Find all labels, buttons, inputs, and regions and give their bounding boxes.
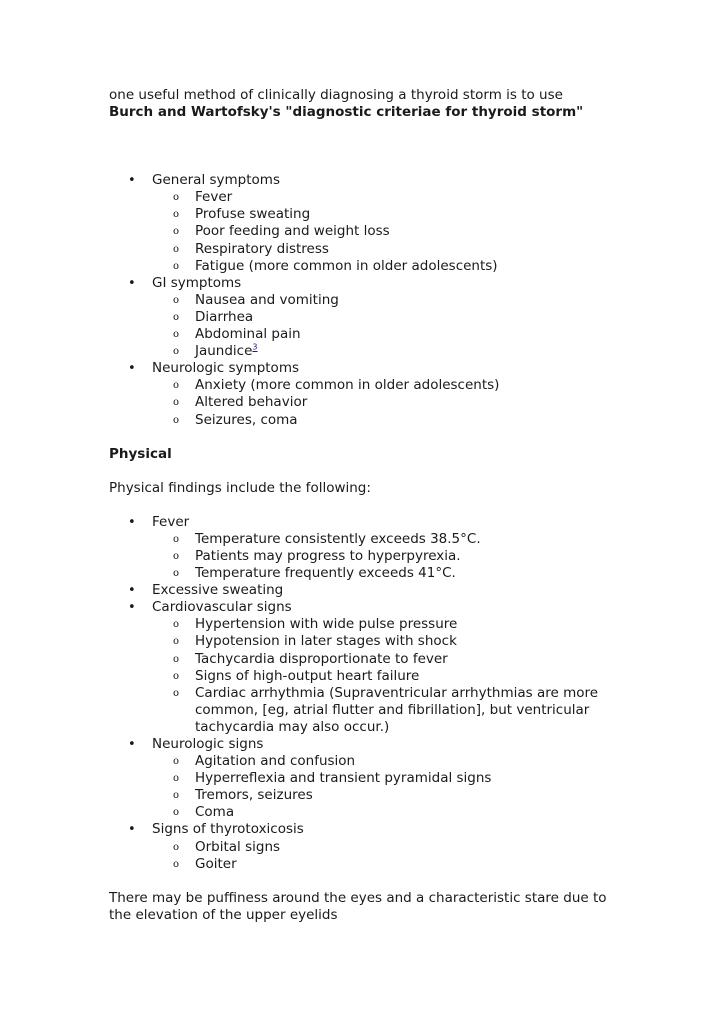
finding-label: Excessive sweating (152, 582, 284, 599)
list-item (152, 787, 609, 804)
spacer (109, 121, 609, 172)
list-item (152, 548, 609, 565)
list-item-text: Jaundice (195, 343, 253, 360)
bullet-icon: • (128, 361, 136, 377)
sub-bullet-icon: o (173, 533, 180, 545)
bullet-icon: • (128, 275, 136, 291)
list-item-text: Tachycardia disproportionate to fever (195, 650, 448, 667)
physical-lead: Physical findings include the following: (109, 479, 371, 496)
list-item (152, 292, 609, 309)
list-item-text: Cardiac arrhythmia (Supraventricular arrhythmias are more common, [eg, atrial flutter and fibrillation], but ventricular tachycardia may also occur.) (195, 684, 599, 735)
list-item-text: Poor feeding and weight loss (195, 223, 390, 240)
list-item (152, 223, 609, 240)
sub-bullet-icon: o (173, 687, 180, 699)
closing-paragraph: There may be puffiness around the eyes and a characteristic stare due to the elevation of the upper eyelids (109, 889, 607, 923)
intro-line: one useful method of clinically diagnosing a thyroid storm is to use (109, 87, 563, 103)
list-item-text: Temperature consistently exceeds 38.5°C. (195, 530, 481, 547)
symptom-sublist (152, 189, 609, 274)
list-item (152, 189, 609, 206)
symptom-sublist (152, 377, 609, 428)
list-item (152, 531, 609, 548)
sub-bullet-icon: o (173, 858, 180, 870)
bullet-icon: • (128, 514, 136, 530)
sub-bullet-icon: o (173, 329, 180, 341)
criteria-title: Burch and Wartofsky's "diagnostic criteriae for thyroid storm" (109, 104, 584, 121)
list-item-text: Profuse sweating (195, 206, 311, 223)
finding-label: Fever (152, 513, 190, 530)
sub-bullet-icon: o (173, 243, 180, 255)
sub-bullet-icon: o (173, 619, 180, 631)
sub-bullet-icon: o (173, 260, 180, 272)
list-item-text: Hyperreflexia and transient pyramidal signs (195, 770, 492, 787)
list-item (152, 770, 609, 787)
list-item-text: Hypertension with wide pulse pressure (195, 616, 458, 633)
list-item-text: Seizures, coma (195, 411, 298, 428)
sub-bullet-icon: o (173, 550, 180, 562)
finding-cardiovascular (109, 599, 609, 736)
sub-bullet-icon: o (173, 807, 180, 819)
finding-label: Signs of thyrotoxicosis (152, 821, 304, 838)
list-item-text: Agitation and confusion (195, 753, 356, 770)
symptom-sublist (152, 292, 609, 360)
bullet-icon: • (128, 822, 136, 838)
symptom-group-gi (109, 275, 609, 360)
sub-bullet-icon: o (173, 773, 180, 785)
finding-sublist (152, 753, 609, 821)
bullet-icon: • (128, 173, 136, 189)
list-item (152, 668, 609, 685)
finding-thyrotoxicosis (109, 821, 609, 872)
symptom-group-label: GI symptoms (152, 274, 242, 291)
list-item (152, 377, 609, 394)
symptom-group-label: General symptoms (152, 172, 280, 189)
symptom-group-neurologic (109, 360, 609, 428)
list-item-text: Altered behavior (195, 394, 308, 411)
finding-label: Neurologic signs (152, 736, 264, 752)
list-item (152, 839, 609, 856)
sub-bullet-icon: o (173, 756, 180, 768)
symptom-group-general (109, 172, 609, 275)
list-item (152, 343, 609, 360)
list-item-text: Fever (195, 189, 233, 206)
list-item (152, 326, 609, 343)
sub-bullet-icon: o (173, 346, 180, 358)
finding-sweating (109, 582, 609, 599)
sub-bullet-icon: o (173, 841, 180, 853)
bullet-icon: • (128, 600, 136, 616)
list-item-text: Tremors, seizures (195, 787, 313, 804)
list-item (152, 258, 609, 275)
list-item-text: Abdominal pain (195, 326, 301, 343)
finding-label: Cardiovascular signs (152, 599, 292, 616)
finding-sublist (152, 839, 609, 873)
list-item-text: Hypotension in later stages with shock (195, 633, 457, 650)
list-item-text: Orbital signs (195, 838, 281, 855)
list-item-text: Signs of high-output heart failure (195, 667, 420, 684)
list-item-text: Diarrhea (195, 308, 254, 325)
sub-bullet-icon: o (173, 192, 180, 204)
list-item (152, 206, 609, 223)
list-item (152, 394, 609, 411)
sub-bullet-icon: o (173, 311, 180, 323)
list-item (152, 565, 609, 582)
symptom-group-label: Neurologic symptoms (152, 360, 299, 377)
spacer (109, 463, 609, 480)
list-item (152, 309, 609, 326)
spacer (109, 497, 609, 514)
sub-bullet-icon: o (173, 653, 180, 665)
sub-bullet-icon: o (173, 397, 180, 409)
footnote-link[interactable]: 3 (252, 342, 258, 352)
spacer (109, 873, 609, 890)
list-item-text: Nausea and vomiting (195, 291, 339, 308)
sub-bullet-icon: o (173, 380, 180, 392)
list-item-text: Goiter (195, 855, 237, 872)
footnote-reference (252, 343, 257, 352)
symptoms-list (109, 172, 609, 428)
list-item (152, 685, 609, 736)
list-item-text: Patients may progress to hyperpyrexia. (195, 547, 461, 564)
sub-bullet-icon: o (173, 670, 180, 682)
list-item (152, 616, 609, 633)
list-item (152, 412, 609, 429)
sub-bullet-icon: o (173, 568, 180, 580)
list-item-text: Respiratory distress (195, 240, 329, 257)
list-item (152, 241, 609, 258)
sub-bullet-icon: o (173, 294, 180, 306)
sub-bullet-icon: o (173, 226, 180, 238)
sub-bullet-icon: o (173, 209, 180, 221)
finding-sublist (152, 531, 609, 582)
list-item (152, 856, 609, 873)
finding-sublist (152, 616, 609, 736)
finding-neurologic (109, 736, 609, 821)
list-item (152, 753, 609, 770)
list-item-text: Anxiety (more common in older adolescents) (195, 377, 500, 394)
spacer (109, 429, 609, 446)
list-item (152, 633, 609, 650)
list-item-text: Fatigue (more common in older adolescents) (195, 257, 498, 274)
list-item-text: Temperature frequently exceeds 41°C. (195, 565, 456, 582)
list-item (152, 651, 609, 668)
sub-bullet-icon: o (173, 636, 180, 648)
finding-fever (109, 514, 609, 582)
list-item (152, 804, 609, 821)
physical-findings-list (109, 514, 609, 873)
bullet-icon: • (128, 583, 136, 599)
sub-bullet-icon: o (173, 790, 180, 802)
sub-bullet-icon: o (173, 414, 180, 426)
list-item-text: Coma (195, 804, 235, 821)
section-heading-physical: Physical (109, 445, 172, 462)
document-page (109, 87, 609, 924)
bullet-icon: • (128, 737, 136, 752)
